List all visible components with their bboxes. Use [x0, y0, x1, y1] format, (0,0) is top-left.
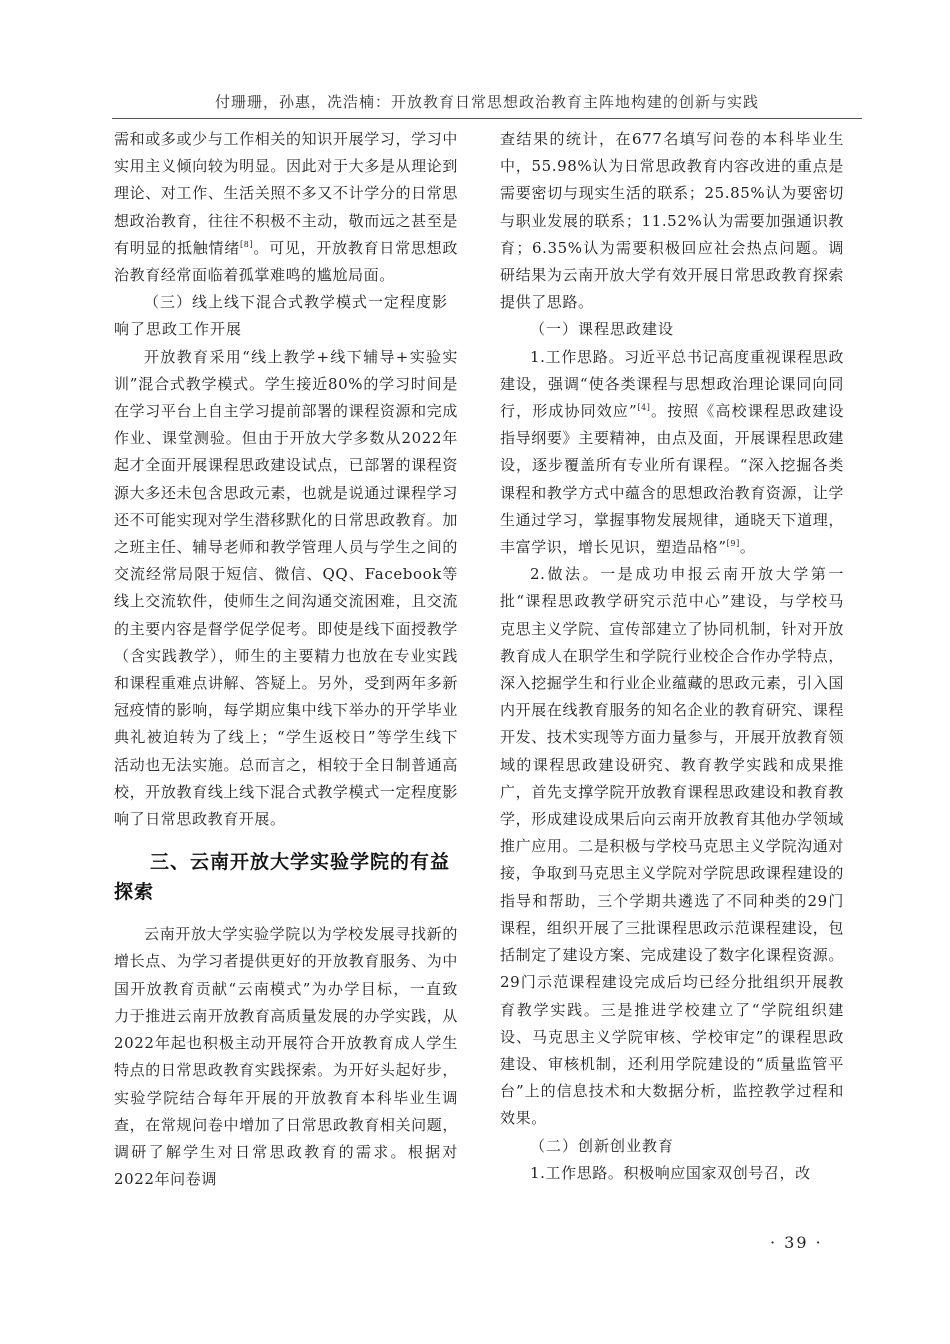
- subsection-heading: （一）课程思政建设: [530, 320, 675, 339]
- paragraph: 2.做法。一是成功申报云南开放大学第一批“课程思政教学研究示范中心”建设，与学校马克思主义学院、宣传部建立了协同机制，针对开放教育成人在职学生和学院行业校企合作办学特点，深入挖掘学生和行业企业蕴藏的思政元素，引入国内开展在线教育服务的知名企业的教育研究、课程开发、技术实现等方面力量参与，开展开放教育领域的课程思政建设研究、教育教学实践和成果推广，首先支撑学院开放教育课程思政建设和教育教学，形成建设成果后向云南开放教育其他办学领域推广应用。二是积极与学校马克思主义学院沟通对接，争取到马克思主义学院对学院思政课程建设的指导和帮助，三个学期共遴选了不同种类的29门课程，组织开展了三批课程思政示范课程建设，包括制定了建设方案、完成建设了数字化课程资源。29门示范课程建设完成后均已经分批组织开展教育教学实践。三是推进学校建立了“学院组织建设、马克思主义学院审核、学校审定”的课程思政建设、审核机制，还利用学院建设的“质量监管平台”上的信息技术和大数据分析，监控教学过程和效果。: [500, 565, 844, 1128]
- paragraph: 需和或多或少与工作相关的知识开展学习，学习中实用主义倾向较为明显。因此对于大多是从理论到理论、对工作、生活关照不多又不计学分的日常思想政治教育，往往不积极不主动，敬而远之甚至是有明显的抵触情绪[8]。可见，开放教育日常思想政治教育经常面临着孤掌难鸣的尴尬局面。: [114, 130, 458, 285]
- citation-ref: [4]: [637, 403, 651, 413]
- citation-ref: [8]: [240, 239, 254, 249]
- paragraph: 1.工作思路。积极响应国家双创号召，改: [530, 1163, 811, 1182]
- subsection-heading: （二）创新创业教育: [530, 1136, 675, 1155]
- subsection-heading: （三）线上线下混合式教学模式一定程度影响了思政工作开展: [114, 293, 449, 339]
- citation-ref: [9]: [726, 539, 740, 549]
- page-number: · 39 ·: [770, 1233, 823, 1252]
- paragraph: 1.工作思路。习近平总书记高度重视课程思政建设，强调“使各类课程与思想政治理论课同向同行，形成协同效应”[4]。按照《高校课程思政建设指导纲要》主要精神，由点及面，开展课程思政建设，逐步覆盖所有专业所有课程。“深入挖掘各类课程和教学方式中蕴含的思想政治教育资源，让学生通过学习，掌握事物发展规律，通晓天下道理，丰富学识，增长见识，塑造品格”[9]。: [500, 347, 845, 557]
- right-column: [500, 126, 844, 1187]
- left-column: [114, 126, 458, 1193]
- paragraph: 云南开放大学实验学院以为学校发展寻找新的增长点、为学习者提供更好的开放教育服务、为中国开放教育贡献“云南模式”为办学目标，一直致力于推进云南开放教育高质量发展的办学实践，从2022年起也积极主动开展符合开放教育成人学生特点的日常思政教育实践探索。为开好头起好步，实验学院结合每年开展的开放教育本科毕业生调查，在常规问卷中增加了日常思政教育相关问题，调研了解学生对日常思政教育的需求。根据对2022年问卷调: [114, 925, 458, 1189]
- section-heading: 三、云南开放大学实验学院的有益探索: [114, 851, 451, 904]
- paragraph: 开放教育采用“线上教学+线下辅导+实验实训”混合式教学模式。学生接近80%的学习时间是在学习平台上自主学习提前部署的课程资源和完成作业、课堂测验。但由于开放大学多数从2022年起才全面开展课程思政建设试点，已部署的课程资源大多还未包含思政元素，也就是说通过课程学习还不可能实现对学生潜移默化的日常思政教育。加之班主任、辅导老师和教学管理人员与学生之间的交流经常局限于短信、微信、QQ、Facebook等线上交流软件，使师生之间沟通交流困难，且交流的主要内容是督学促学促考。即使是线下面授教学（含实践教学），师生的主要精力也放在专业实践和课程重难点讲解、答疑上。另外，受到两年多新冠疫情的影响，每学期应集中线下举办的开学毕业典礼被迫转为了线上；“学生返校日”等学生线下活动也无法实施。总而言之，相较于全日制普通高校，开放教育线上线下混合式教学模式一定程度影响了日常思政教育开展。: [114, 347, 458, 829]
- paragraph: 查结果的统计，在677名填写问卷的本科毕业生中，55.98%认为日常思政教育内容改进的重点是需要密切与现实生活的联系；25.85%认为要密切与职业发展的联系；11.52%认为需要加强通识教育；6.35%认为需要积极回应社会热点问题。调研结果为云南开放大学有效开展日常思政教育探索提供了思路。: [500, 130, 844, 312]
- header-rule: [112, 118, 862, 119]
- running-header: 付珊珊，孙惠，冼浩楠：开放教育日常思想政治教育主阵地构建的创新与实践: [214, 93, 759, 111]
